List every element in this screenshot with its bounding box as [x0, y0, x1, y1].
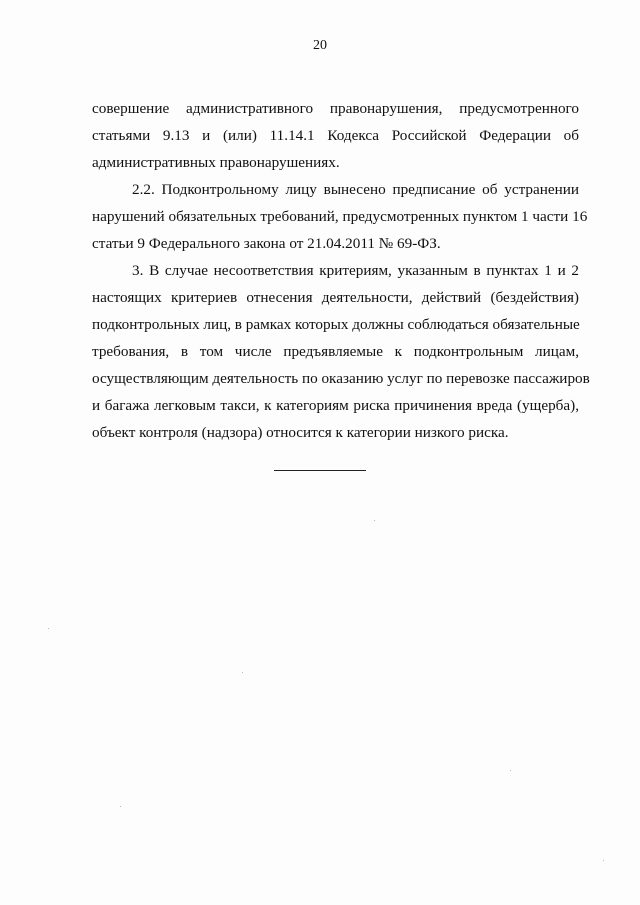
scan-speck [374, 520, 375, 521]
text-line: статьи 9 Федерального закона от 21.04.2011 № 69-ФЗ. [92, 235, 441, 252]
end-separator-line [274, 470, 366, 471]
scan-speck [603, 860, 604, 861]
text-line: объект контроля (надзора) относится к категории низкого риска. [92, 424, 509, 441]
text-line: нарушений обязательных требований, предусмотренных пунктом 1 части 16 [92, 208, 588, 225]
text-line: совершение административного правонарушения, предусмотренного [92, 100, 579, 117]
page-number: 20 [313, 38, 327, 53]
text-line: осуществляющим деятельность по оказанию услуг по перевозке пассажиров [92, 370, 590, 387]
text-line: подконтрольных лиц, в рамках которых должны соблюдаться обязательные [92, 316, 580, 333]
scan-speck [242, 672, 243, 673]
text-line: статьями 9.13 и (или) 11.14.1 Кодекса Российской Федерации об [92, 127, 579, 144]
scan-speck [48, 628, 49, 629]
scan-speck [120, 806, 121, 807]
text-line: 2.2. Подконтрольному лицу вынесено предписание об устранении [132, 181, 579, 198]
text-line: настоящих критериев отнесения деятельности, действий (бездействия) [92, 289, 579, 306]
text-line: административных правонарушениях. [92, 154, 340, 171]
text-line: требования, в том числе предъявляемые к подконтрольным лицам, [92, 343, 579, 360]
text-line: 3. В случае несоответствия критериям, указанным в пунктах 1 и 2 [132, 262, 579, 279]
text-line: и багажа легковым такси, к категориям риска причинения вреда (ущерба), [92, 397, 579, 414]
scan-speck [510, 770, 511, 771]
